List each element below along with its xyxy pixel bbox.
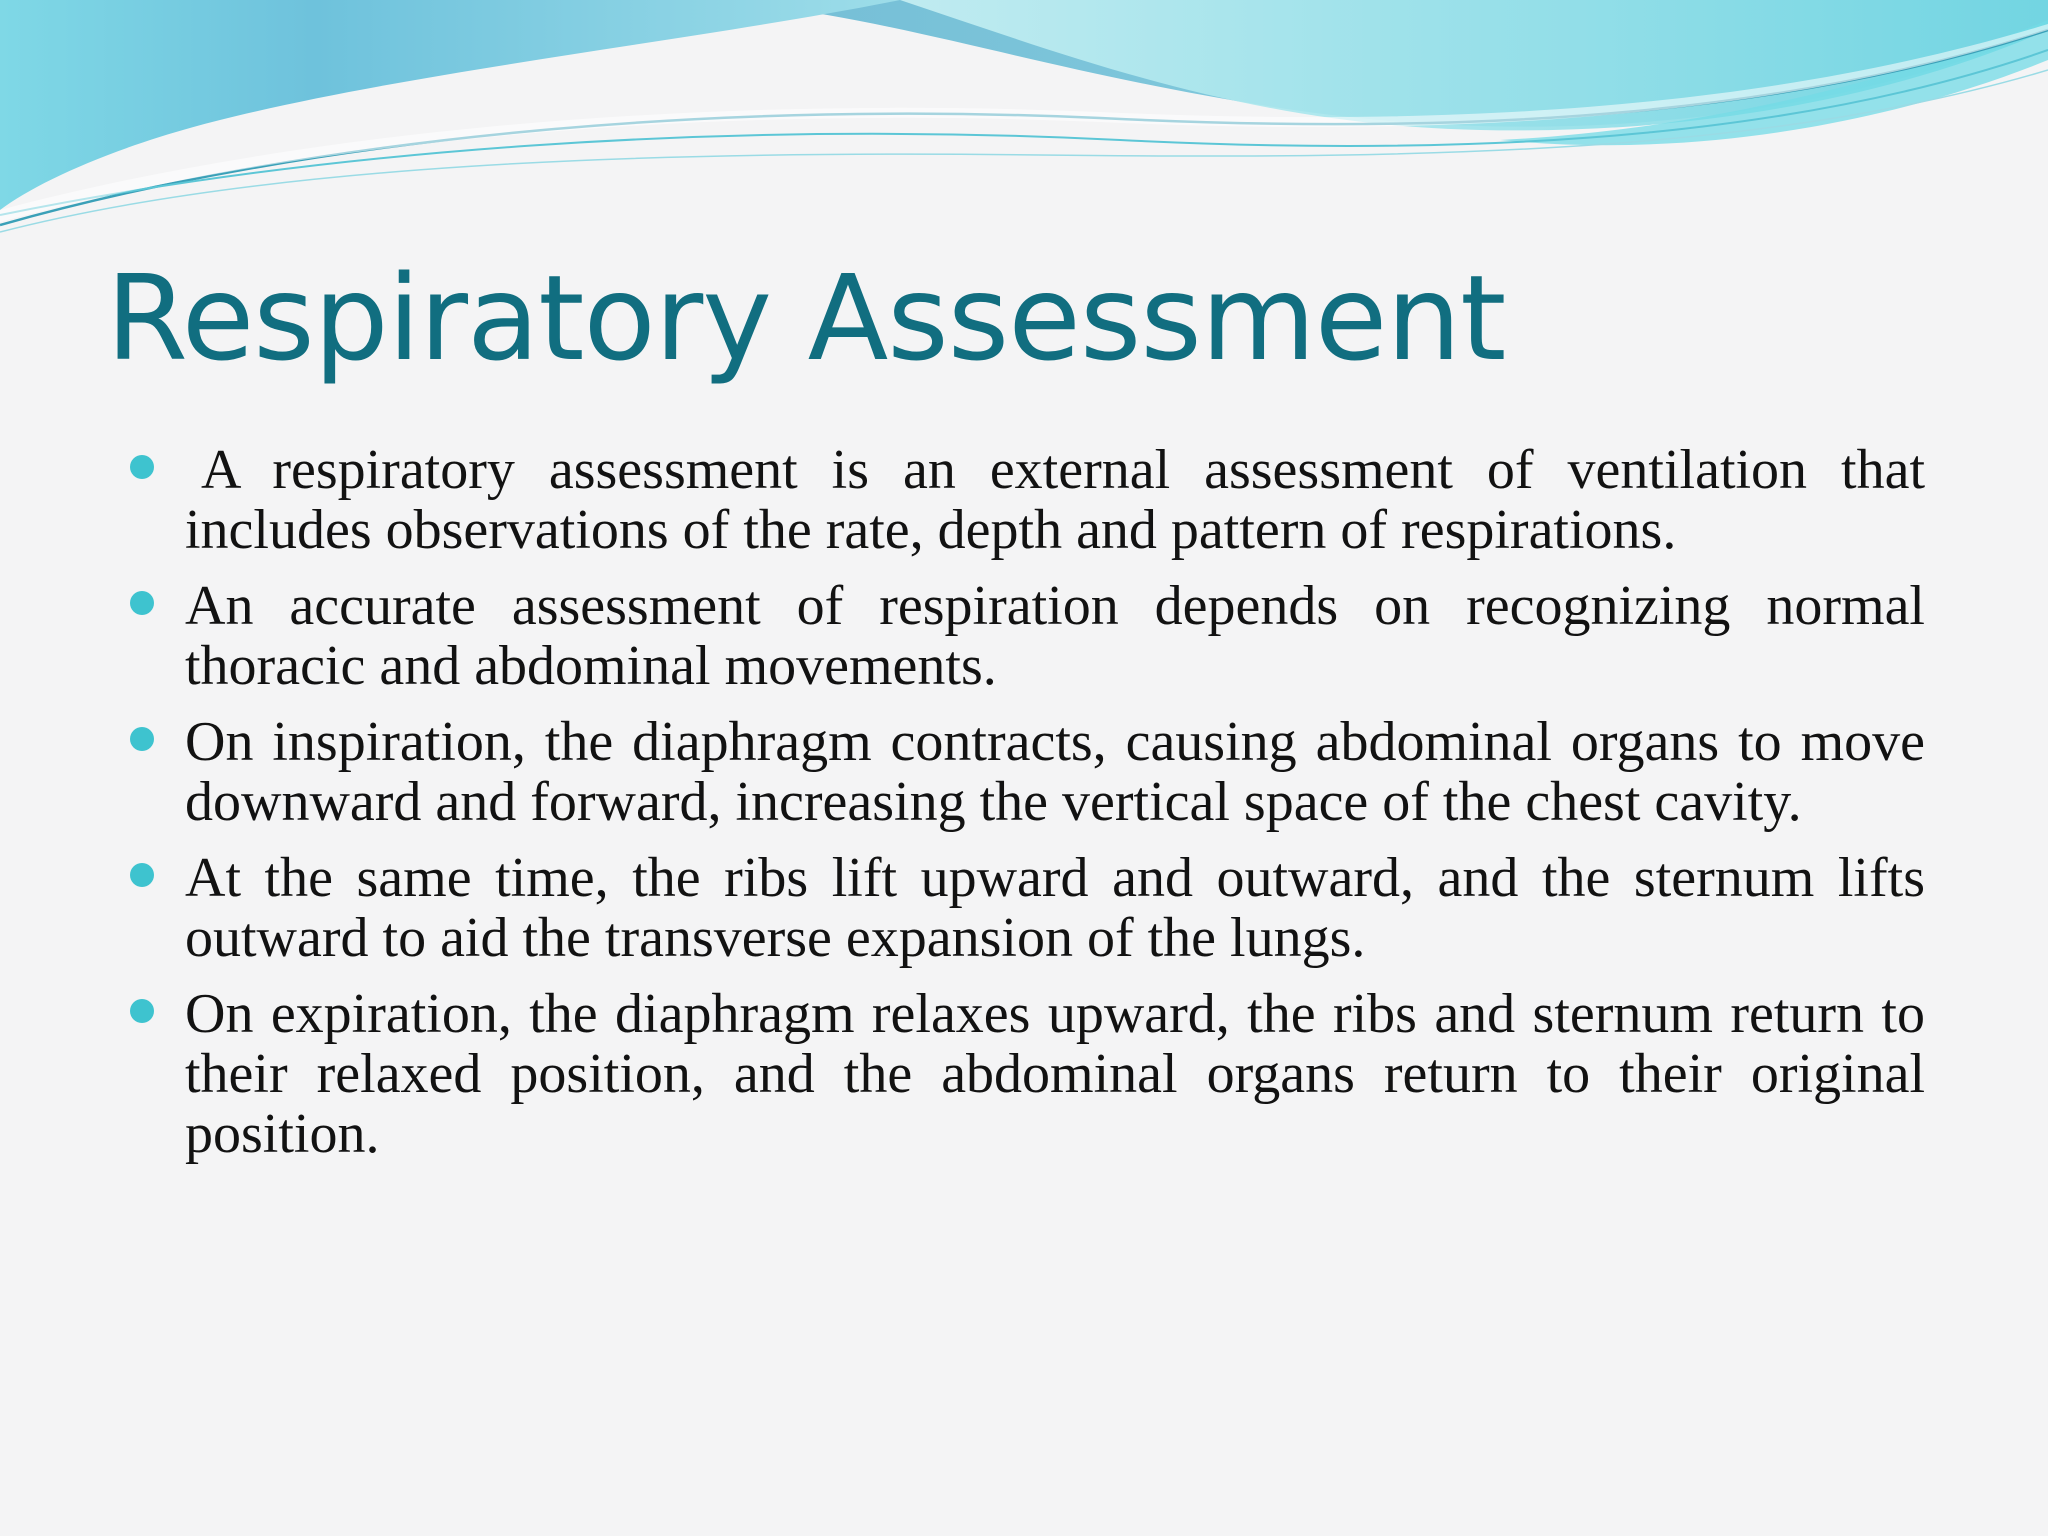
bullet-item (185, 984, 1925, 1164)
bullet-text: A respiratory assessment is an external assessment of ventilation that includes observations of the rate, depth and pattern of respirations. (185, 439, 1925, 561)
bullet-dot-icon (130, 863, 154, 887)
slide-title: Respiratory Assessment (106, 249, 1506, 387)
bullet-item (185, 848, 1925, 968)
top-wave-decoration (0, 0, 2048, 240)
bullet-dot-icon (130, 455, 154, 479)
bullet-text: On expiration, the diaphragm relaxes upward, the ribs and sternum return to their relaxed position, and the abdominal organs return to their original position. (185, 983, 1925, 1165)
bullet-dot-icon (130, 727, 154, 751)
bullet-dot-icon (130, 591, 154, 615)
bullet-list (185, 440, 1925, 1180)
bullet-dot-icon (130, 999, 154, 1023)
bullet-item (185, 712, 1925, 832)
bullet-text: An accurate assessment of respiration depends on recognizing normal thoracic and abdominal movements. (185, 575, 1925, 697)
bullet-item (185, 576, 1925, 696)
bullet-item (185, 440, 1925, 560)
bullet-text: On inspiration, the diaphragm contracts, causing abdominal organs to move downward and forward, increasing the vertical space of the chest cavity. (185, 711, 1925, 833)
bullet-text: At the same time, the ribs lift upward and outward, and the sternum lifts outward to aid the transverse expansion of the lungs. (185, 847, 1925, 969)
